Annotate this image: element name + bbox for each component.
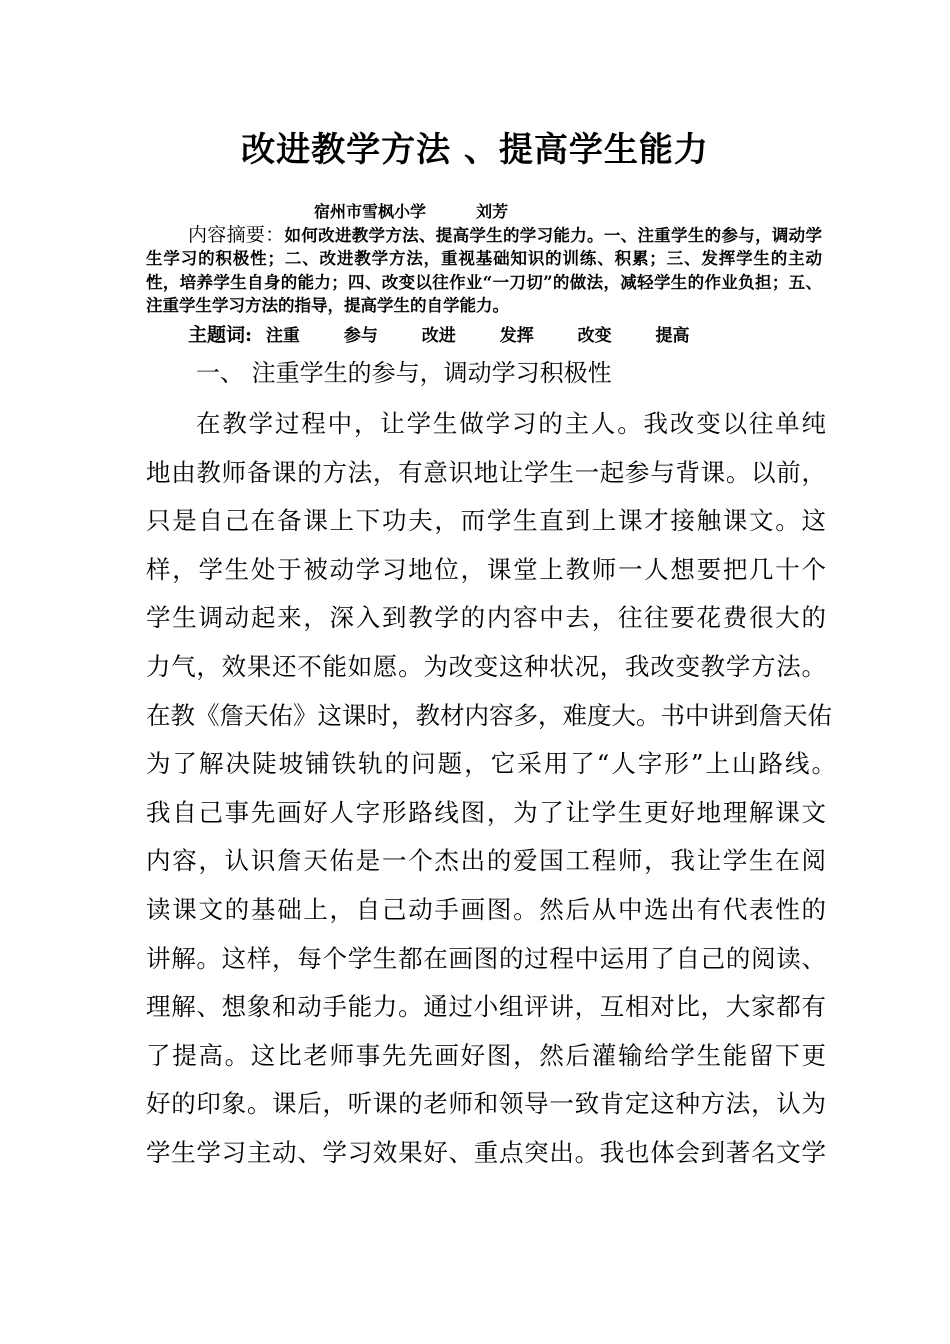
section-heading-text: 注重学生的参与，调动学习积极性 <box>251 359 612 387</box>
abstract-label: 内容摘要： <box>188 224 285 246</box>
keyword: 注重 <box>265 326 300 346</box>
keyword: 参与 <box>343 326 378 346</box>
keyword: 改变 <box>577 326 612 346</box>
paragraph-line: 样，学生处于被动学习地位，课堂上教师一人想要把几十个 <box>146 554 826 584</box>
paragraph-line: 了提高。这比老师事先先画好图，然后灌输给学生能留下更 <box>146 1040 826 1070</box>
document-title: 改进教学方法 、提高学生能力 <box>241 130 709 170</box>
paragraph-line: 我自己事先画好人字形路线图，为了让学生更好地理解课文 <box>146 797 826 827</box>
paragraph-line: 只是自己在备课上下功夫，而学生直到上课才接触课文。这 <box>146 506 826 536</box>
keyword: 提高 <box>655 326 690 346</box>
paragraph-line: 内容，认识詹天佑是一个杰出的爱国工程师，我让学生在阅 <box>146 846 826 876</box>
byline <box>314 200 508 224</box>
paragraph-line: 学生学习主动、学习效果好、重点突出。我也体会到著名文学 <box>146 1137 826 1167</box>
paragraph-line: 读课文的基础上，自己动手画图。然后从中选出有代表性的 <box>146 894 826 924</box>
keyword: 改进 <box>421 326 456 346</box>
section-heading <box>196 355 612 391</box>
abstract <box>146 224 822 318</box>
section-number: 一、 <box>196 359 244 387</box>
keywords <box>188 322 728 349</box>
paragraph-line: 理解、想象和动手能力。通过小组评讲，互相对比，大家都有 <box>146 992 826 1022</box>
paragraph-line: 地由教师备课的方法，有意识地让学生一起参与背课。以前， <box>146 457 826 487</box>
paragraph-line: 好的印象。课后，听课的老师和领导一致肯定这种方法，认为 <box>146 1089 826 1119</box>
author-name: 刘芳 <box>476 202 509 221</box>
abstract-text: 如何改进教学方法、提高学生的学习能力。一、注重学生的参与，调动学生学习的积极性；二、改进教学方法，重视基础知识的训练、积累；三、发挥学生的主动性，培养学生自身的能力；四、改变以往作业“一刀切”的做法，减轻学生的作业负担；五、注重学生学习方法的指导，提高学生的自学能力。 <box>146 226 822 316</box>
paragraph-line: 在教学过程中，让学生做学习的主人。我改变以往单纯 <box>196 409 826 438</box>
body-paragraph <box>146 400 836 1178</box>
keywords-label: 主题词: <box>188 324 253 346</box>
keyword: 发挥 <box>499 326 534 346</box>
paragraph-line: 学生调动起来，深入到教学的内容中去，往往要花费很大的 <box>146 603 826 633</box>
paragraph-line: 力气，效果还不能如愿。为改变这种状况，我改变教学方法。 <box>146 651 826 681</box>
paragraph-line: 为了解决陡坡铺铁轨的问题，它采用了“人字形”上山路线。 <box>146 749 836 779</box>
school-name: 宿州市雪枫小学 <box>314 202 427 221</box>
paragraph-line: 在教《詹天佑》这课时，教材内容多，难度大。书中讲到詹天佑 <box>146 700 832 730</box>
paragraph-line: 讲解。这样，每个学生都在画图的过程中运用了自己的阅读、 <box>146 943 826 973</box>
